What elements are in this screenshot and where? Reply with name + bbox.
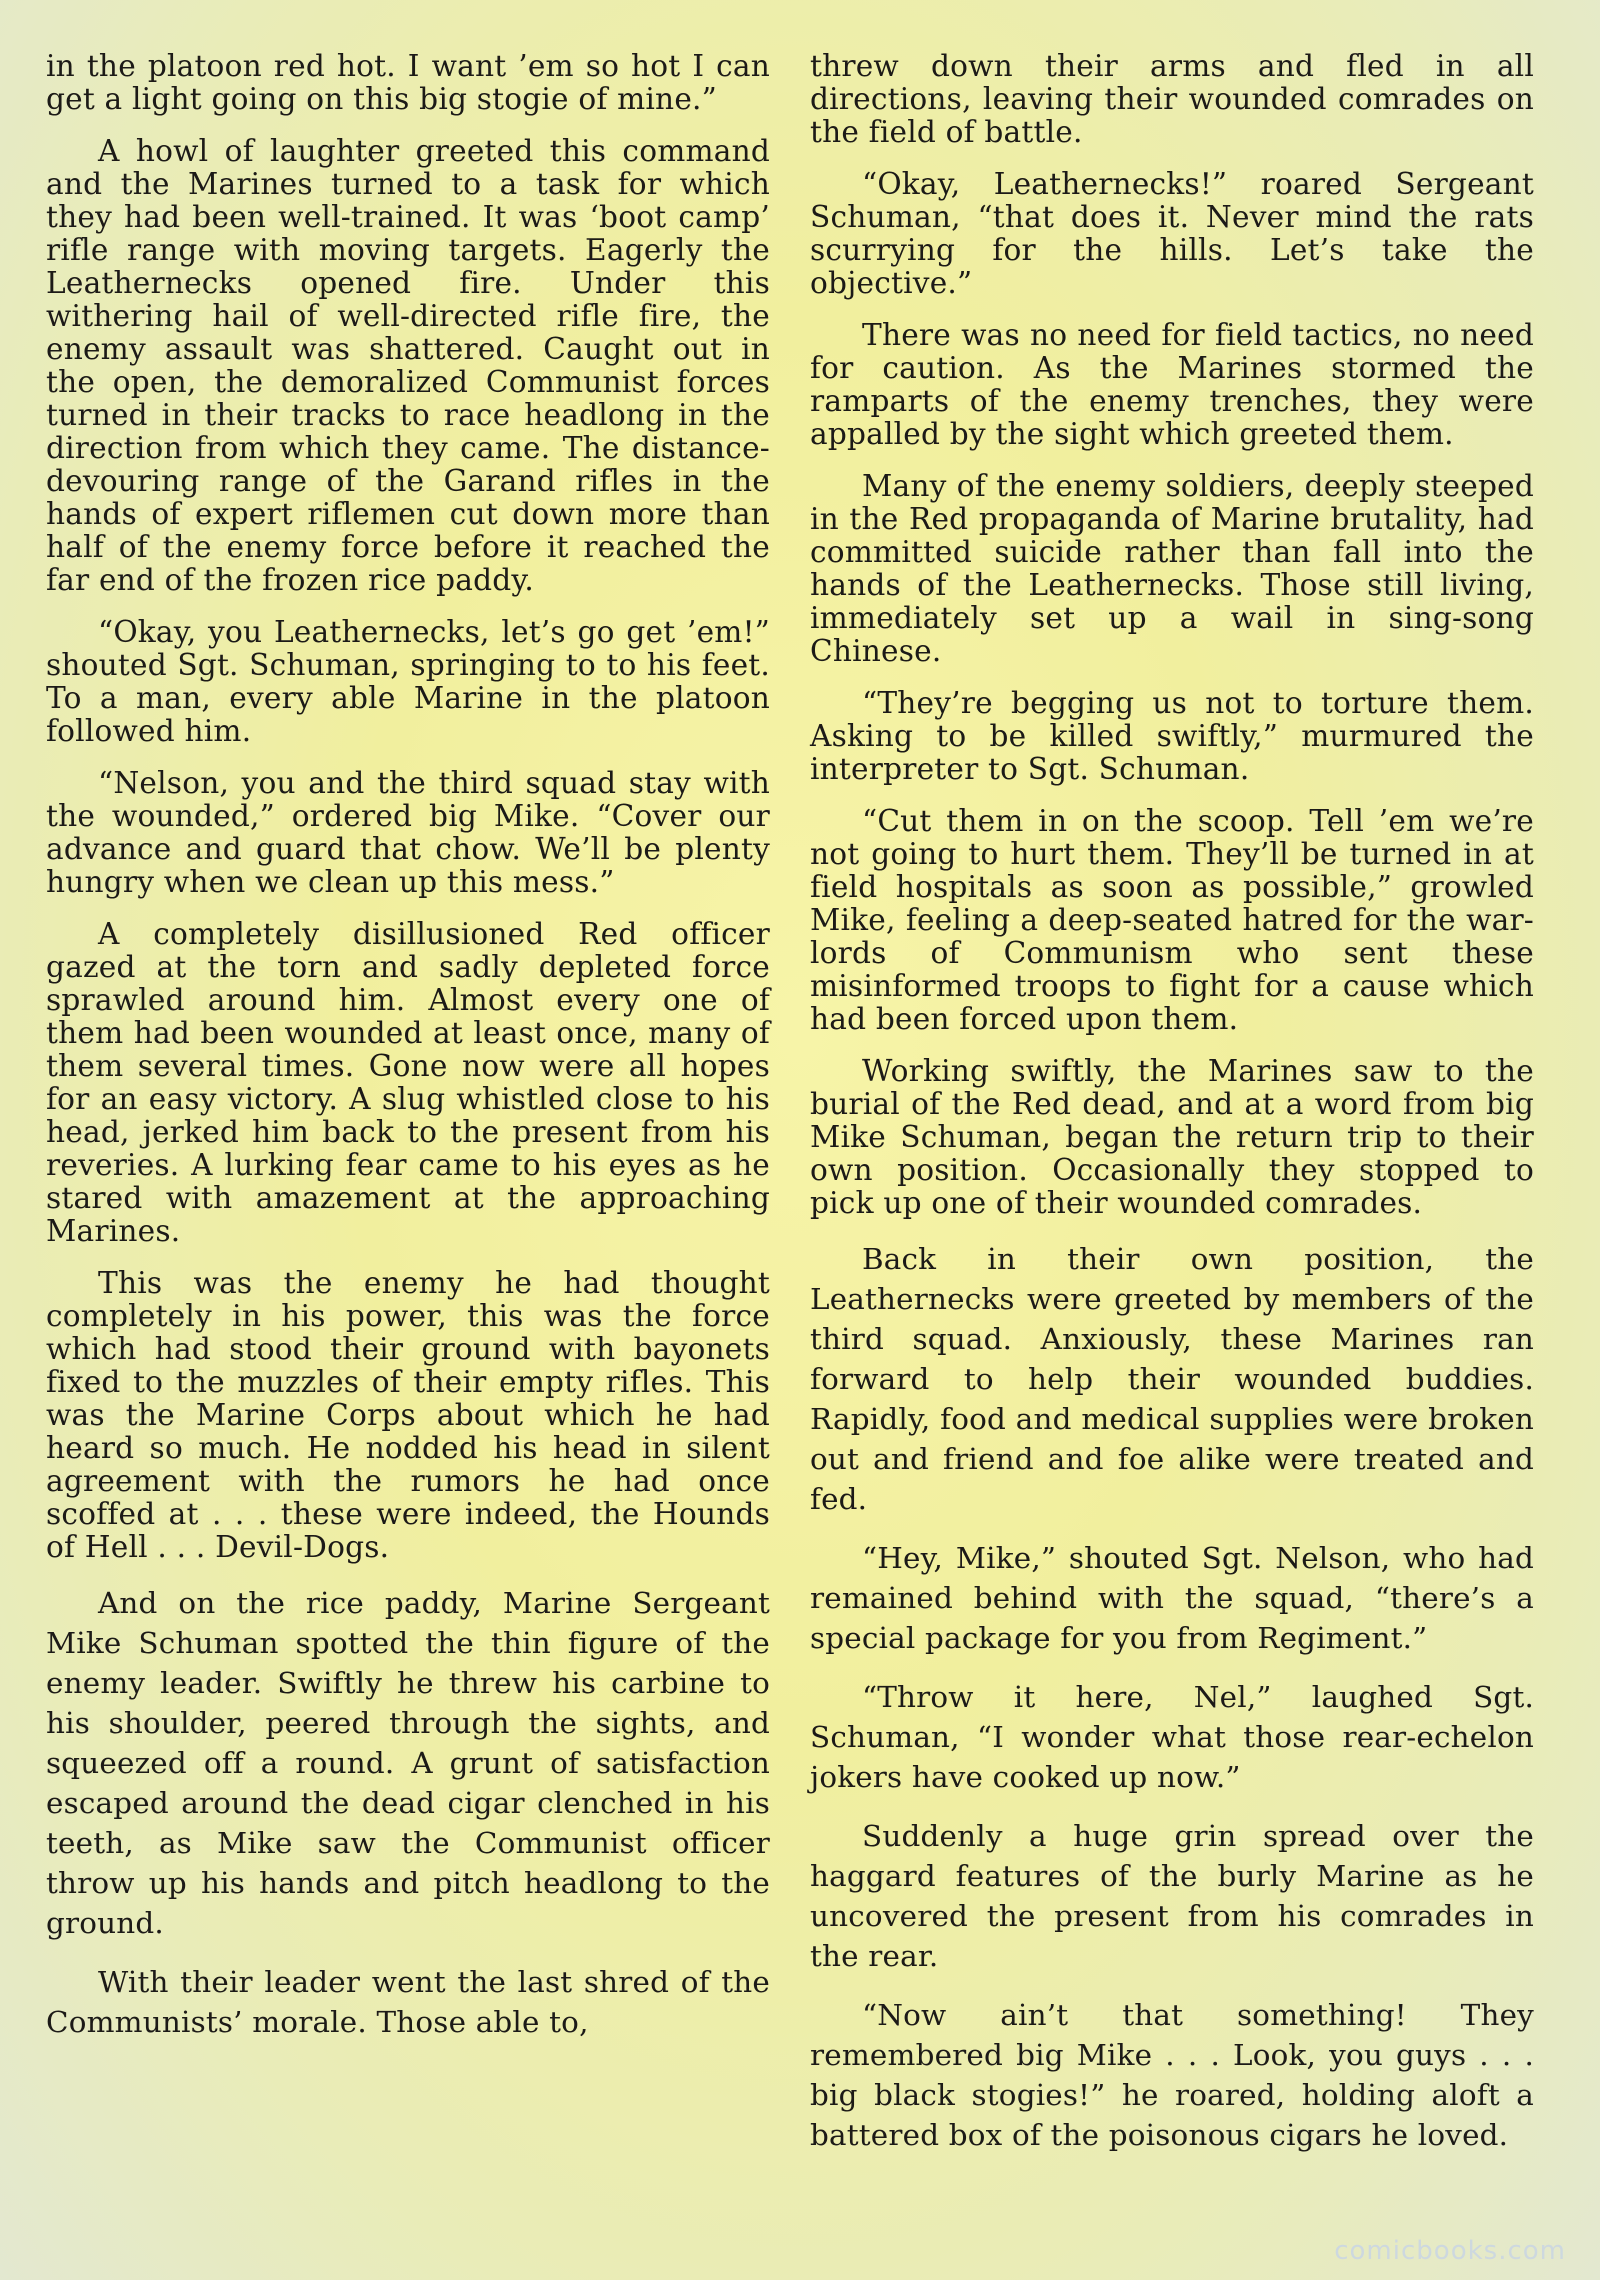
paragraph: “Okay, you Leathernecks, let’s go get ’em!” shouted Sgt. Schuman, springing to to his feet. To a man, every able Marine in the platoon followed him. — [46, 615, 770, 748]
paragraph: Suddenly a huge grin spread over the haggard features of the burly Marine as he uncovered the present from his comrades in the rear. — [810, 1819, 1534, 1973]
paragraph: A completely disillusioned Red officer gazed at the torn and sadly depleted force sprawled around him. Almost every one of them had been wounded at least once, many of them several times. Gone now were all hopes for an easy victory. A slug whistled close to his head, jerked him back to the present from his reveries. A lurking fear came to his eyes as he stared with amazement at the approaching Marines. — [46, 917, 770, 1248]
paragraph: “Cut them in on the scoop. Tell ’em we’re not going to hurt them. They’ll be turned in at field hospitals as soon as possible,” growled Mike, feeling a deep-seated hatred for the war-lords of Communism who sent these misinformed troops to fight for a cause which had been forced upon them. — [810, 804, 1534, 1036]
paragraph: “They’re begging us not to torture them. Asking to be killed swiftly,” murmured the interpreter to Sgt. Schuman. — [810, 686, 1534, 786]
watermark: comicbooks.com — [1334, 2236, 1566, 2266]
left-text-column — [46, 50, 770, 2061]
paragraph: “Hey, Mike,” shouted Sgt. Nelson, who had remained behind with the squad, “there’s a special package for you from Regiment.” — [810, 1541, 1534, 1655]
paragraph: in the platoon red hot. I want ’em so hot I can get a light going on this big stogie of mine.” — [46, 49, 770, 116]
paragraph: “Now ain’t that something! They remembered big Mike . . . Look, you guys . . . big black stogies!” he roared, holding aloft a battered box of the poisonous cigars he loved. — [810, 1998, 1534, 2152]
paragraph: And on the rice paddy, Marine Sergeant Mike Schuman spotted the thin figure of the enemy leader. Swiftly he threw his carbine to his shoulder, peered through the sights, and squeezed off a round. A grunt of satisfaction escaped around the dead cigar clenched in his teeth, as Mike saw the Communist officer throw up his hands and pitch headlong to the ground. — [46, 1586, 770, 1940]
paragraph: This was the enemy he had thought completely in his power, this was the force which had stood their ground with bayonets fixed to the muzzles of their empty rifles. This was the Marine Corps about which he had heard so much. He nodded his head in silent agreement with the rumors he had once scoffed at . . . these were indeed, the Hounds of Hell . . . Devil-Dogs. — [46, 1266, 770, 1564]
paragraph: “Nelson, you and the third squad stay with the wounded,” ordered big Mike. “Cover our advance and guard that chow. We’ll be plenty hungry when we clean up this mess.” — [46, 766, 770, 899]
paragraph: Working swiftly, the Marines saw to the burial of the Red dead, and at a word from big Mike Schuman, began the return trip to their own position. Occasionally they stopped to pick up one of their wounded comrades. — [810, 1054, 1534, 1220]
paragraph: With their leader went the last shred of the Communists’ morale. Those able to, — [46, 1965, 770, 2039]
paragraph: “Okay, Leathernecks!” roared Sergeant Schuman, “that does it. Never mind the rats scurrying for the hills. Let’s take the objective.” — [810, 167, 1534, 300]
paragraph: “Throw it here, Nel,” laughed Sgt. Schuman, “I wonder what those rear-echelon jokers have cooked up now.” — [810, 1680, 1534, 1794]
paragraph: There was no need for field tactics, no need for caution. As the Marines stormed the ramparts of the enemy trenches, they were appalled by the sight which greeted them. — [810, 318, 1534, 451]
paragraph: Back in their own position, the Leathernecks were greeted by members of the third squad. Anxiously, these Marines ran forward to help their wounded buddies. Rapidly, food and medical supplies were broken out and friend and foe alike were treated and fed. — [810, 1242, 1534, 1516]
paragraph: A howl of laughter greeted this command and the Marines turned to a task for which they had been well-trained. It was ‘boot camp’ rifle range with moving targets. Eagerly the Leathernecks opened fire. Under this withering hail of well-directed rifle fire, the enemy assault was shattered. Caught out in the open, the demoralized Communist forces turned in their tracks to race headlong in the direction from which they came. The distance-devouring range of the Garand rifles in the hands of expert riflemen cut down more than half of the enemy force before it reached the far end of the frozen rice paddy. — [46, 134, 770, 597]
right-text-column — [810, 50, 1534, 2174]
paragraph: Many of the enemy soldiers, deeply steeped in the Red propaganda of Marine brutality, had committed suicide rather than fall into the hands of the Leathernecks. Those still living, immediately set up a wail in sing-song Chinese. — [810, 469, 1534, 668]
paragraph: threw down their arms and fled in all directions, leaving their wounded comrades on the field of battle. — [810, 49, 1534, 149]
